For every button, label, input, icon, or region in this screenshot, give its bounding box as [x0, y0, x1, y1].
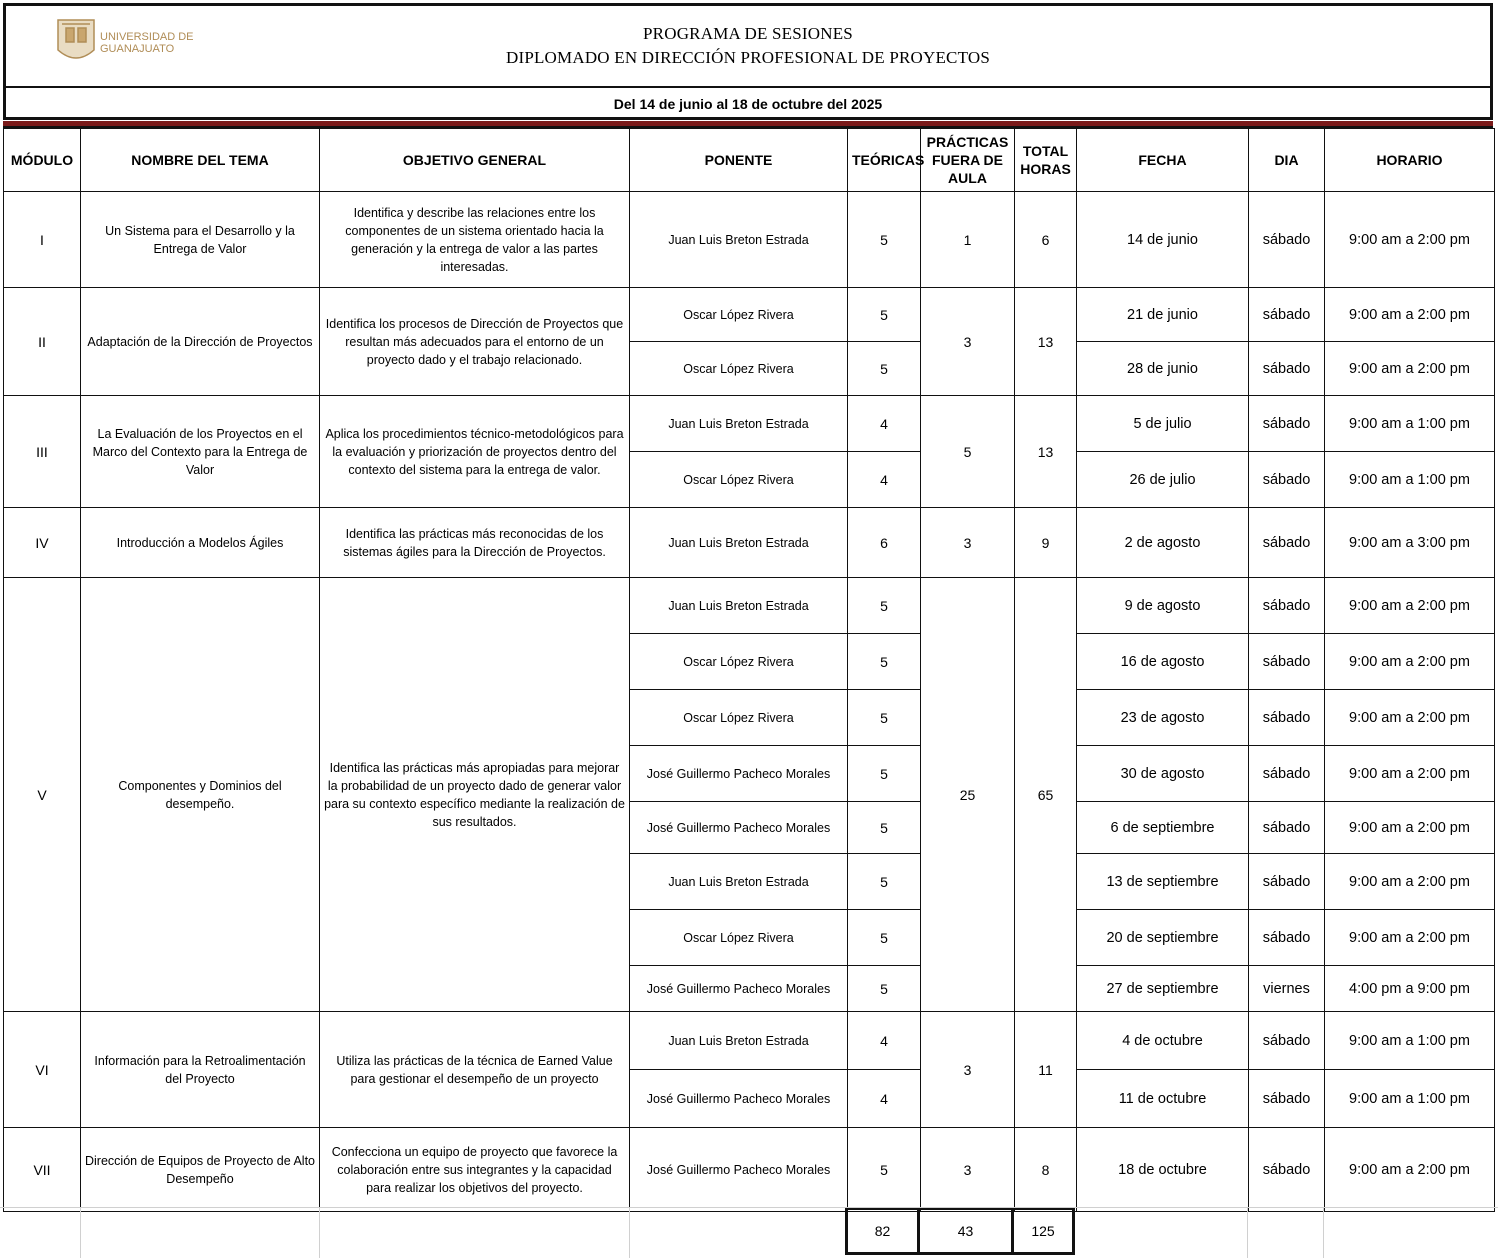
- sheet-gridline: [80, 1207, 81, 1258]
- table-row: [4, 1012, 1495, 1070]
- total-practicas: 43: [917, 1207, 1014, 1255]
- tema-cell: Un Sistema para el Desarrollo y la Entrega de Valor: [81, 192, 320, 288]
- dia-cell: sábado: [1249, 578, 1325, 634]
- teoricas-cell: 4: [848, 1012, 921, 1070]
- modulo-cell: II: [4, 288, 81, 396]
- col-ponente: PONENTE: [630, 129, 848, 192]
- date-range: Del 14 de junio al 18 de octubre del 2025: [613, 96, 883, 112]
- total-horas-cell: 65: [1015, 578, 1077, 1012]
- teoricas-cell: 6: [848, 508, 921, 578]
- table-row: [4, 508, 1495, 578]
- teoricas-cell: 5: [848, 802, 921, 854]
- objetivo-cell: Identifica los procesos de Dirección de Proyectos que resultan más adecuados para el entorno de un proyecto dado y el trabajo relacionado.: [320, 288, 630, 396]
- ponente-cell: Oscar López Rivera: [630, 690, 848, 746]
- practicas-cell: 3: [921, 1012, 1015, 1128]
- total-horas-cell: 13: [1015, 396, 1077, 508]
- tema-cell: Componentes y Dominios del desempeño.: [81, 578, 320, 1012]
- dia-cell: sábado: [1249, 396, 1325, 452]
- sheet-gridline: [629, 1207, 630, 1258]
- teoricas-cell: 4: [848, 452, 921, 508]
- horario-cell: 4:00 pm a 9:00 pm: [1325, 966, 1495, 1012]
- dia-cell: sábado: [1249, 634, 1325, 690]
- dia-cell: sábado: [1249, 854, 1325, 910]
- document-title-line2: DIPLOMADO EN DIRECCIÓN PROFESIONAL DE PROYECTOS: [505, 48, 990, 67]
- total-horas-cell: 6: [1015, 192, 1077, 288]
- practicas-cell: 1: [921, 192, 1015, 288]
- dia-cell: sábado: [1249, 910, 1325, 966]
- tema-cell: Introducción a Modelos Ágiles: [81, 508, 320, 578]
- col-objetivo: OBJETIVO GENERAL: [320, 129, 630, 192]
- total-horas-cell: 8: [1015, 1128, 1077, 1212]
- fecha-cell: 13 de septiembre: [1077, 854, 1249, 910]
- sheet-gridline: [0, 1207, 1498, 1208]
- teoricas-cell: 5: [848, 1128, 921, 1212]
- fecha-cell: 18 de octubre: [1077, 1128, 1249, 1212]
- document-title-line1: PROGRAMA DE SESIONES: [643, 24, 853, 43]
- teoricas-cell: 5: [848, 342, 921, 396]
- accent-bar: [3, 121, 1493, 128]
- ponente-cell: Oscar López Rivera: [630, 634, 848, 690]
- total-horas-cell: 13: [1015, 288, 1077, 396]
- fecha-cell: 5 de julio: [1077, 396, 1249, 452]
- total-teoricas: 82: [845, 1207, 920, 1255]
- fecha-cell: 28 de junio: [1077, 342, 1249, 396]
- dia-cell: sábado: [1249, 508, 1325, 578]
- col-tema: NOMBRE DEL TEMA: [81, 129, 320, 192]
- dia-cell: sábado: [1249, 1012, 1325, 1070]
- modulo-cell: III: [4, 396, 81, 508]
- tema-cell: La Evaluación de los Proyectos en el Marco del Contexto para la Entrega de Valor: [81, 396, 320, 508]
- sheet-gridline: [1247, 1207, 1248, 1258]
- fecha-cell: 4 de octubre: [1077, 1012, 1249, 1070]
- ponente-cell: Juan Luis Breton Estrada: [630, 396, 848, 452]
- dia-cell: sábado: [1249, 452, 1325, 508]
- fecha-cell: 27 de septiembre: [1077, 966, 1249, 1012]
- teoricas-cell: 4: [848, 396, 921, 452]
- dia-cell: viernes: [1249, 966, 1325, 1012]
- dia-cell: sábado: [1249, 802, 1325, 854]
- fecha-cell: 9 de agosto: [1077, 578, 1249, 634]
- modulo-cell: V: [4, 578, 81, 1012]
- dia-cell: sábado: [1249, 342, 1325, 396]
- horario-cell: 9:00 am a 1:00 pm: [1325, 396, 1495, 452]
- teoricas-cell: 5: [848, 746, 921, 802]
- ponente-cell: Juan Luis Breton Estrada: [630, 578, 848, 634]
- horario-cell: 9:00 am a 2:00 pm: [1325, 746, 1495, 802]
- practicas-cell: 25: [921, 578, 1015, 1012]
- table-row: [4, 578, 1495, 634]
- horario-cell: 9:00 am a 2:00 pm: [1325, 192, 1495, 288]
- fecha-cell: 23 de agosto: [1077, 690, 1249, 746]
- sheet-gridline: [319, 1207, 320, 1258]
- teoricas-cell: 5: [848, 854, 921, 910]
- objetivo-cell: Identifica las prácticas más apropiadas para mejorar la probabilidad de un proyecto dado de generar valor para su contexto específico mediante la realización de sus resultados.: [320, 578, 630, 1012]
- schedule-body: [4, 192, 1495, 1212]
- horario-cell: 9:00 am a 2:00 pm: [1325, 910, 1495, 966]
- ponente-cell: Oscar López Rivera: [630, 910, 848, 966]
- modulo-cell: VI: [4, 1012, 81, 1128]
- col-practicas: PRÁCTICAS FUERA DE AULA: [921, 129, 1015, 192]
- title-area: [6, 6, 1490, 88]
- practicas-cell: 3: [921, 288, 1015, 396]
- table-row: [4, 192, 1495, 288]
- objetivo-cell: Aplica los procedimientos técnico-metodológicos para la evaluación y priorización de proyectos dentro del contexto del sistema para la entrega de valor.: [320, 396, 630, 508]
- modulo-cell: VII: [4, 1128, 81, 1212]
- table-row: [4, 1128, 1495, 1212]
- dia-cell: sábado: [1249, 1070, 1325, 1128]
- table-row: [4, 288, 1495, 342]
- horario-cell: 9:00 am a 2:00 pm: [1325, 1128, 1495, 1212]
- document-header: [3, 3, 1493, 120]
- total-horas-cell: 11: [1015, 1012, 1077, 1128]
- table-row: [4, 396, 1495, 452]
- total-horas: 125: [1011, 1207, 1075, 1255]
- practicas-cell: 5: [921, 396, 1015, 508]
- fecha-cell: 20 de septiembre: [1077, 910, 1249, 966]
- sheet-gridline: [1323, 1207, 1324, 1258]
- teoricas-cell: 4: [848, 1070, 921, 1128]
- fecha-cell: 2 de agosto: [1077, 508, 1249, 578]
- horario-cell: 9:00 am a 1:00 pm: [1325, 452, 1495, 508]
- practicas-cell: 3: [921, 508, 1015, 578]
- ponente-cell: José Guillermo Pacheco Morales: [630, 802, 848, 854]
- dia-cell: sábado: [1249, 288, 1325, 342]
- ponente-cell: Oscar López Rivera: [630, 452, 848, 508]
- fecha-cell: 26 de julio: [1077, 452, 1249, 508]
- col-modulo: MÓDULO: [4, 129, 81, 192]
- col-horario: HORARIO: [1325, 129, 1495, 192]
- modulo-cell: I: [4, 192, 81, 288]
- col-total: TOTAL HORAS: [1015, 129, 1077, 192]
- ponente-cell: José Guillermo Pacheco Morales: [630, 746, 848, 802]
- fecha-cell: 16 de agosto: [1077, 634, 1249, 690]
- objetivo-cell: Identifica y describe las relaciones entre los componentes de un sistema orientado hacia la generación y la entrega de valor a las partes interesadas.: [320, 192, 630, 288]
- dia-cell: sábado: [1249, 192, 1325, 288]
- ponente-cell: Juan Luis Breton Estrada: [630, 192, 848, 288]
- horario-cell: 9:00 am a 2:00 pm: [1325, 802, 1495, 854]
- teoricas-cell: 5: [848, 578, 921, 634]
- objetivo-cell: Identifica las prácticas más reconocidas de los sistemas ágiles para la Dirección de Proyectos.: [320, 508, 630, 578]
- total-horas-cell: 9: [1015, 508, 1077, 578]
- horario-cell: 9:00 am a 3:00 pm: [1325, 508, 1495, 578]
- ponente-cell: Oscar López Rivera: [630, 288, 848, 342]
- ponente-cell: Juan Luis Breton Estrada: [630, 854, 848, 910]
- fecha-cell: 30 de agosto: [1077, 746, 1249, 802]
- tema-cell: Adaptación de la Dirección de Proyectos: [81, 288, 320, 396]
- horario-cell: 9:00 am a 2:00 pm: [1325, 288, 1495, 342]
- objetivo-cell: Confecciona un equipo de proyecto que favorece la colaboración entre sus integrantes y la capacidad para realizar los objetivos del proyecto.: [320, 1128, 630, 1212]
- dia-cell: sábado: [1249, 746, 1325, 802]
- col-fecha: FECHA: [1077, 129, 1249, 192]
- col-teoricas: TEÓRICAS: [848, 129, 921, 192]
- horario-cell: 9:00 am a 2:00 pm: [1325, 634, 1495, 690]
- ponente-cell: Oscar López Rivera: [630, 342, 848, 396]
- ponente-cell: Juan Luis Breton Estrada: [630, 1012, 848, 1070]
- tema-cell: Dirección de Equipos de Proyecto de Alto Desempeño: [81, 1128, 320, 1212]
- teoricas-cell: 5: [848, 910, 921, 966]
- objetivo-cell: Utiliza las prácticas de la técnica de Earned Value para gestionar el desempeño de un proyecto: [320, 1012, 630, 1128]
- horario-cell: 9:00 am a 1:00 pm: [1325, 1070, 1495, 1128]
- fecha-cell: 21 de junio: [1077, 288, 1249, 342]
- ponente-cell: José Guillermo Pacheco Morales: [630, 966, 848, 1012]
- teoricas-cell: 5: [848, 192, 921, 288]
- logo-text-line2: GUANAJUATO: [100, 43, 175, 55]
- fecha-cell: 11 de octubre: [1077, 1070, 1249, 1128]
- modulo-cell: IV: [4, 508, 81, 578]
- col-dia: DIA: [1249, 129, 1325, 192]
- horario-cell: 9:00 am a 1:00 pm: [1325, 1012, 1495, 1070]
- fecha-cell: 6 de septiembre: [1077, 802, 1249, 854]
- teoricas-cell: 5: [848, 634, 921, 690]
- tema-cell: Información para la Retroalimentación del Proyecto: [81, 1012, 320, 1128]
- horario-cell: 9:00 am a 2:00 pm: [1325, 854, 1495, 910]
- ponente-cell: José Guillermo Pacheco Morales: [630, 1128, 848, 1212]
- practicas-cell: 3: [921, 1128, 1015, 1212]
- schedule-table: [3, 128, 1495, 1212]
- horario-cell: 9:00 am a 2:00 pm: [1325, 578, 1495, 634]
- dia-cell: sábado: [1249, 1128, 1325, 1212]
- teoricas-cell: 5: [848, 690, 921, 746]
- horario-cell: 9:00 am a 2:00 pm: [1325, 690, 1495, 746]
- fecha-cell: 14 de junio: [1077, 192, 1249, 288]
- dia-cell: sábado: [1249, 690, 1325, 746]
- ponente-cell: José Guillermo Pacheco Morales: [630, 1070, 848, 1128]
- teoricas-cell: 5: [848, 966, 921, 1012]
- horario-cell: 9:00 am a 2:00 pm: [1325, 342, 1495, 396]
- header-row: [4, 129, 1495, 192]
- logo-text-line1: UNIVERSIDAD DE: [100, 31, 194, 43]
- teoricas-cell: 5: [848, 288, 921, 342]
- ponente-cell: Juan Luis Breton Estrada: [630, 508, 848, 578]
